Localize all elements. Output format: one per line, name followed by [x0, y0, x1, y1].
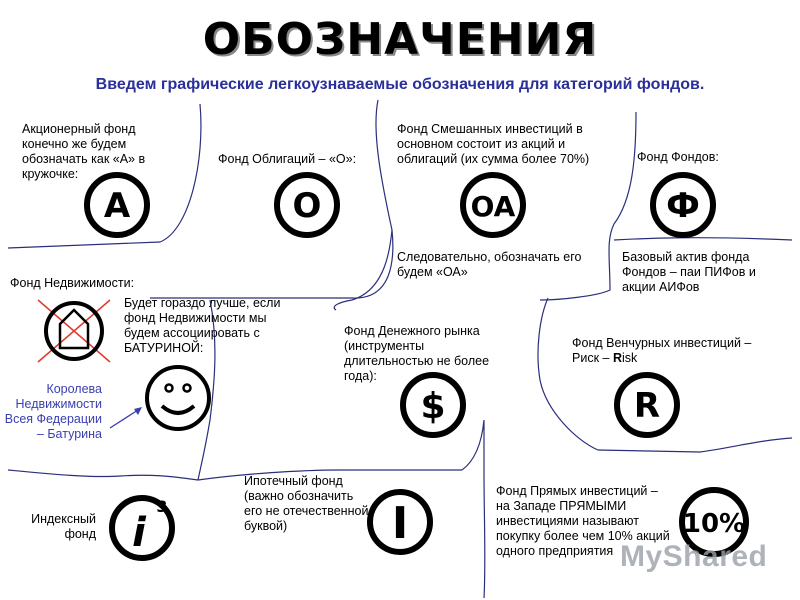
risk-r-icon — [612, 370, 682, 440]
page-title: ОБОЗНАЧЕНИЯ — [202, 14, 598, 65]
smiley-face-icon — [142, 362, 214, 434]
real-estate-fund-text: Фонд Недвижимости: — [10, 276, 135, 290]
mortgage-i-icon — [364, 486, 436, 558]
real-estate-fund-note: Будет гораздо лучше, если фонд Недвижимости мы будем ассоциировать с БАТУРИНОЙ: — [124, 296, 281, 355]
stock-fund-text: Акционерный фонд конечно же будем обозначать как «А» в кружочке: — [22, 122, 146, 181]
mixed-fund-oa-icon — [458, 170, 528, 240]
fund-of-funds-note: Базовый актив фонда Фондов – паи ПИФов и акции АИФов — [622, 250, 756, 294]
fund-of-funds-f-icon — [648, 170, 718, 240]
mixed-fund-symbol: OA — [470, 190, 516, 223]
private-equity-fund-text: Фонд Прямых инвестиций – на Западе ПРЯМЫМИ инвестициями называют покупку более чем 10% акций одного предприятия — [496, 484, 670, 558]
arrow-icon — [106, 404, 146, 432]
fund-of-funds-text: Фонд Фондов: — [637, 150, 719, 164]
venture-fund-text — [572, 336, 762, 366]
index-fund-superscript: 3 — [156, 497, 168, 516]
mixed-fund-text: Фонд Смешанных инвестиций в основном состоит из акций и облигаций (их сумма более 70%) — [397, 122, 590, 166]
bond-fund-text: Фонд Облигаций – «О»: — [218, 152, 357, 166]
fund-of-funds-symbol: Ф — [666, 186, 700, 226]
venture-fund-symbol: R — [633, 386, 661, 426]
baturina-caption: Королева Недвижимости Всея Федерации – Батурина — [4, 382, 102, 441]
venture-text-prefix: Фонд Венчурных инвестиций – Риск – — [572, 336, 752, 365]
dollar-icon — [398, 370, 468, 440]
bond-fund-symbol: O — [292, 186, 322, 226]
private-equity-symbol: 10% — [682, 509, 746, 539]
stock-fund-a-icon — [82, 170, 152, 240]
crossed-house-icon — [34, 296, 114, 366]
mortgage-fund-text: Ипотечный фонд (важно обозначить его не отечественной буквой) — [244, 474, 369, 533]
money-market-symbol: $ — [420, 386, 446, 427]
venture-text-bold: R — [612, 351, 622, 365]
stock-fund-symbol: A — [103, 186, 131, 226]
mixed-fund-conclusion: Следовательно, обозначать его будем «ОА» — [397, 250, 582, 279]
page-subtitle: Введем графические легкоузнаваемые обозначения для категорий фондов. — [95, 76, 705, 93]
index-i-icon — [108, 492, 180, 564]
index-fund-symbol: i — [132, 510, 146, 556]
watermark: MyShared — [620, 540, 768, 573]
venture-text-suffix: isk — [621, 351, 638, 365]
mortgage-fund-symbol: I — [391, 498, 409, 549]
bond-fund-o-icon — [272, 170, 342, 240]
index-fund-text: Индексный фонд — [31, 512, 96, 541]
money-market-fund-text: Фонд Денежного рынка (инструменты длительностью не более года): — [344, 324, 490, 383]
